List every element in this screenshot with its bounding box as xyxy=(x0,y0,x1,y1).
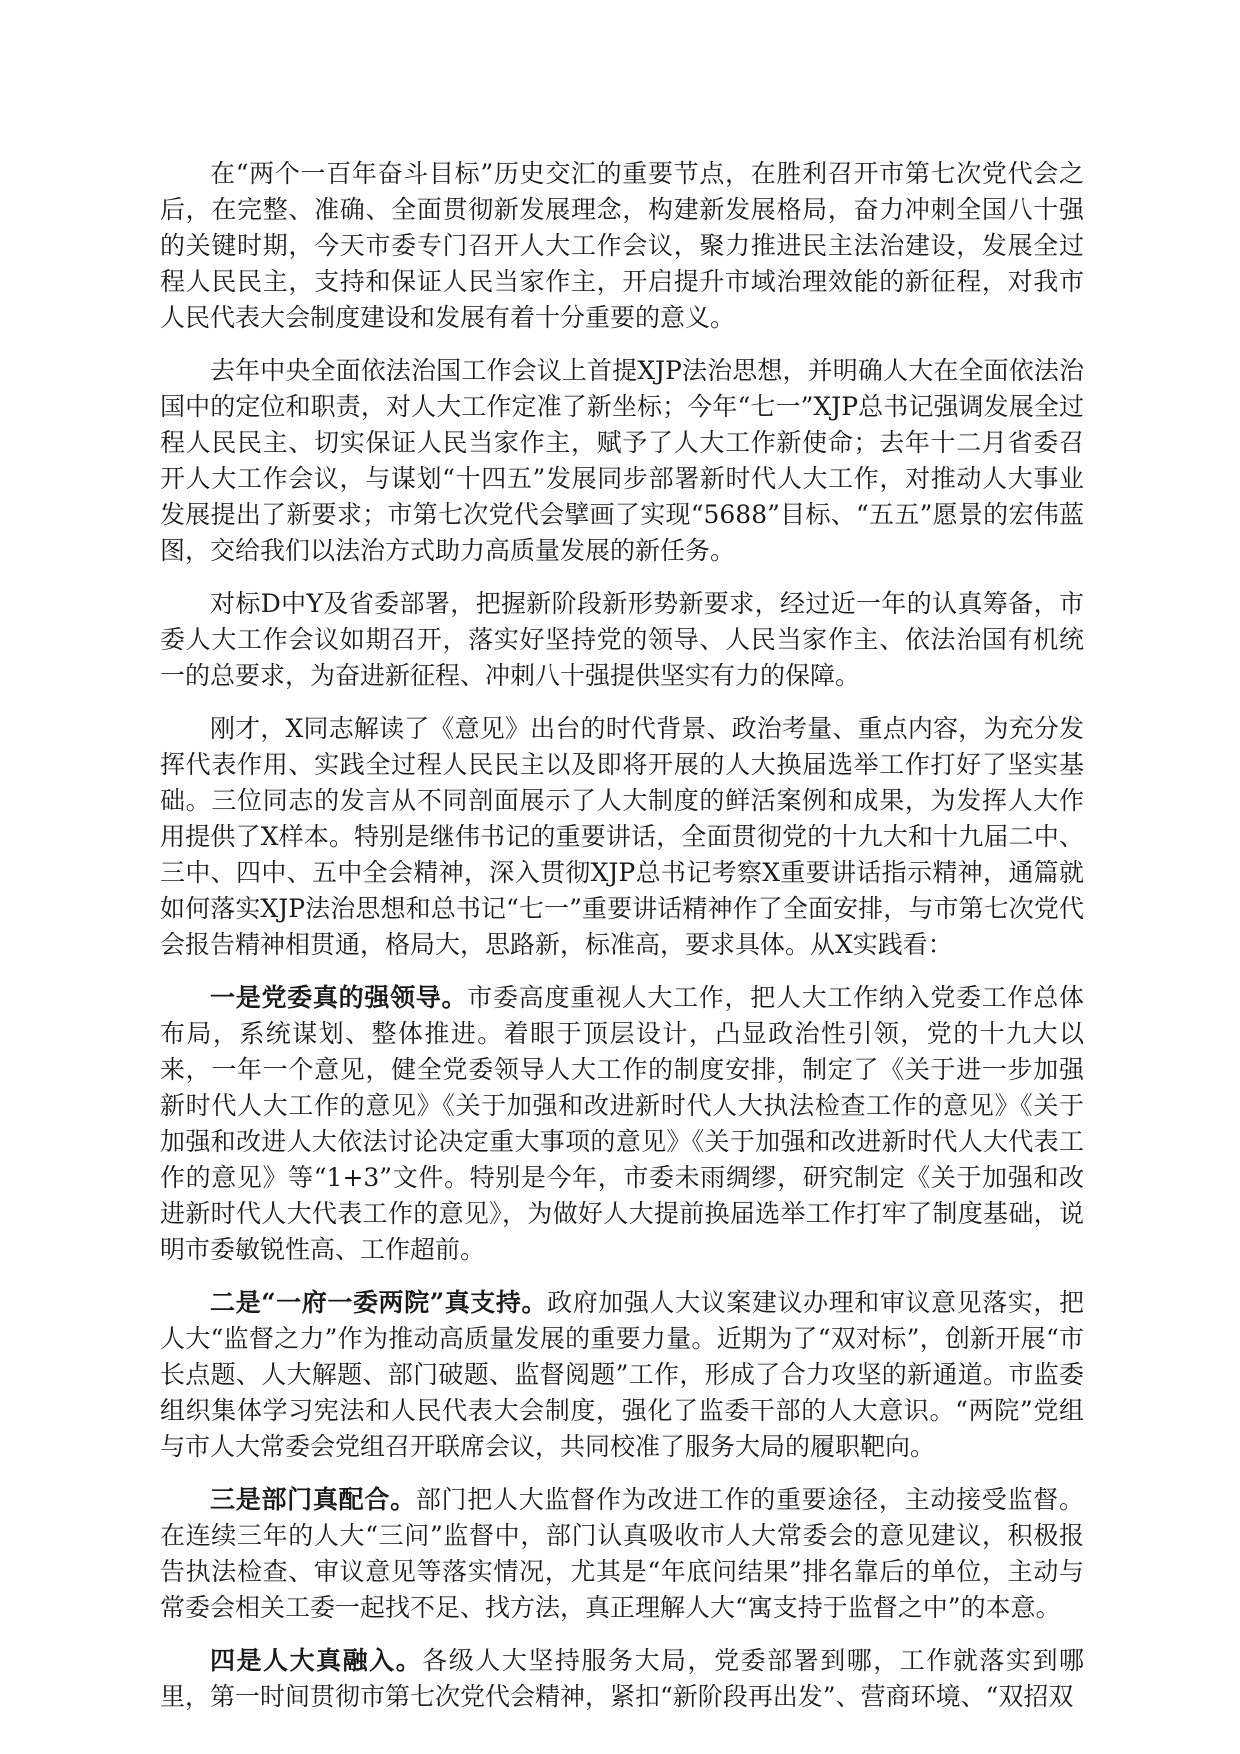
paragraph-text: 政府加强人大议案建议办理和审议意见落实，把人大“监督之力”作为推动高质量发展的重要力量。近期为了“双对标”，创新开展“市长点题、人大解题、部门破题、监督阅题”工作，形成了合力攻坚的新通道。市监委组织集体学习宪法和人民代表大会制度，强化了监委干部的人大意识。“两院”党组与市人大常委会党组召开联席会议，共同校准了服务大局的履职靶向。 xyxy=(160,1288,1084,1461)
paragraph-text: 对标D中Y及省委部署，把握新阶段新形势新要求，经过近一年的认真筹备，市委人大工作会议如期召开，落实好坚持党的领导、人民当家作主、依法治国有机统一的总要求，为奋进新征程、冲刺八十强提供坚实有力的保障。 xyxy=(160,589,1084,690)
paragraph-2 xyxy=(160,353,1084,569)
paragraph-1 xyxy=(160,156,1084,336)
paragraph-text: 各级人大坚持服务大局，党委部署到哪，工作就落实到哪里，第一时间贯彻市第七次党代会精神，紧扣“新阶段再出发”、营商环境、“双招双 xyxy=(160,1646,1084,1711)
paragraph-6 xyxy=(160,1285,1084,1465)
paragraph-text: 去年中央全面依法治国工作会议上首提XJP法治思想，并明确人大在全面依法治国中的定位和职责，对人大工作定准了新坐标；今年“七一”XJP总书记强调发展全过程人民民主、切实保证人民当家作主，赋予了人大工作新使命；去年十二月省委召开人大工作会议，与谋划“十四五”发展同步部署新时代人大工作，对推动人大事业发展提出了新要求；市第七次党代会擘画了实现“5688”目标、“五五”愿景的宏伟蓝图，交给我们以法治方式助力高质量发展的新任务。 xyxy=(160,356,1084,565)
paragraph-7 xyxy=(160,1482,1084,1626)
paragraph-4 xyxy=(160,711,1084,963)
paragraph-8 xyxy=(160,1643,1084,1715)
paragraph-lead: 四是人大真融入。 xyxy=(210,1646,423,1675)
paragraph-5 xyxy=(160,980,1084,1268)
paragraph-lead: 三是部门真配合。 xyxy=(210,1485,416,1514)
paragraph-3 xyxy=(160,586,1084,694)
paragraph-lead: 一是党委真的强领导。 xyxy=(210,983,468,1012)
paragraph-text: 在“两个一百年奋斗目标”历史交汇的重要节点，在胜利召开市第七次党代会之后，在完整、准确、全面贯彻新发展理念，构建新发展格局，奋力冲刺全国八十强的关键时期，今天市委专门召开人大工作会议，聚力推进民主法治建设，发展全过程人民民主，支持和保证人民当家作主，开启提升市域治理效能的新征程，对我市人民代表大会制度建设和发展有着十分重要的意义。 xyxy=(160,159,1084,332)
paragraph-text: 刚才，X同志解读了《意见》出台的时代背景、政治考量、重点内容，为充分发挥代表作用、实践全过程人民民主以及即将开展的人大换届选举工作打好了坚实基础。三位同志的发言从不同剖面展示了人大制度的鲜活案例和成果，为发挥人大作用提供了X样本。特别是继伟书记的重要讲话，全面贯彻党的十九大和十九届二中、三中、四中、五中全会精神，深入贯彻XJP总书记考察X重要讲话指示精神，通篇就如何落实XJP法治思想和总书记“七一”重要讲话精神作了全面安排，与市第七次党代会报告精神相贯通，格局大，思路新，标准高，要求具体。从X实践看： xyxy=(160,714,1084,959)
paragraph-text: 部门把人大监督作为改进工作的重要途径，主动接受监督。在连续三年的人大“三问”监督中，部门认真吸收市人大常委会的意见建议，积极报告执法检查、审议意见等落实情况，尤其是“年底问结果”排名靠后的单位，主动与常委会相关工委一起找不足、找方法，真正理解人大“寓支持于监督之中”的本意。 xyxy=(160,1485,1084,1622)
paragraph-text: 市委高度重视人大工作，把人大工作纳入党委工作总体布局，系统谋划、整体推进。着眼于顶层设计，凸显政治性引领，党的十九大以来，一年一个意见，健全党委领导人大工作的制度安排，制定了《关于进一步加强新时代人大工作的意见》《关于加强和改进新时代人大执法检查工作的意见》《关于加强和改进人大依法讨论决定重大事项的意见》《关于加强和改进新时代人大代表工作的意见》等“1+3”文件。特别是今年，市委未雨绸缪，研究制定《关于加强和改进新时代人大代表工作的意见》，为做好人大提前换届选举工作打牢了制度基础，说明市委敏锐性高、工作超前。 xyxy=(160,983,1084,1264)
paragraph-lead: 二是“一府一委两院”真支持。 xyxy=(210,1288,548,1317)
document-body xyxy=(160,156,1084,1732)
